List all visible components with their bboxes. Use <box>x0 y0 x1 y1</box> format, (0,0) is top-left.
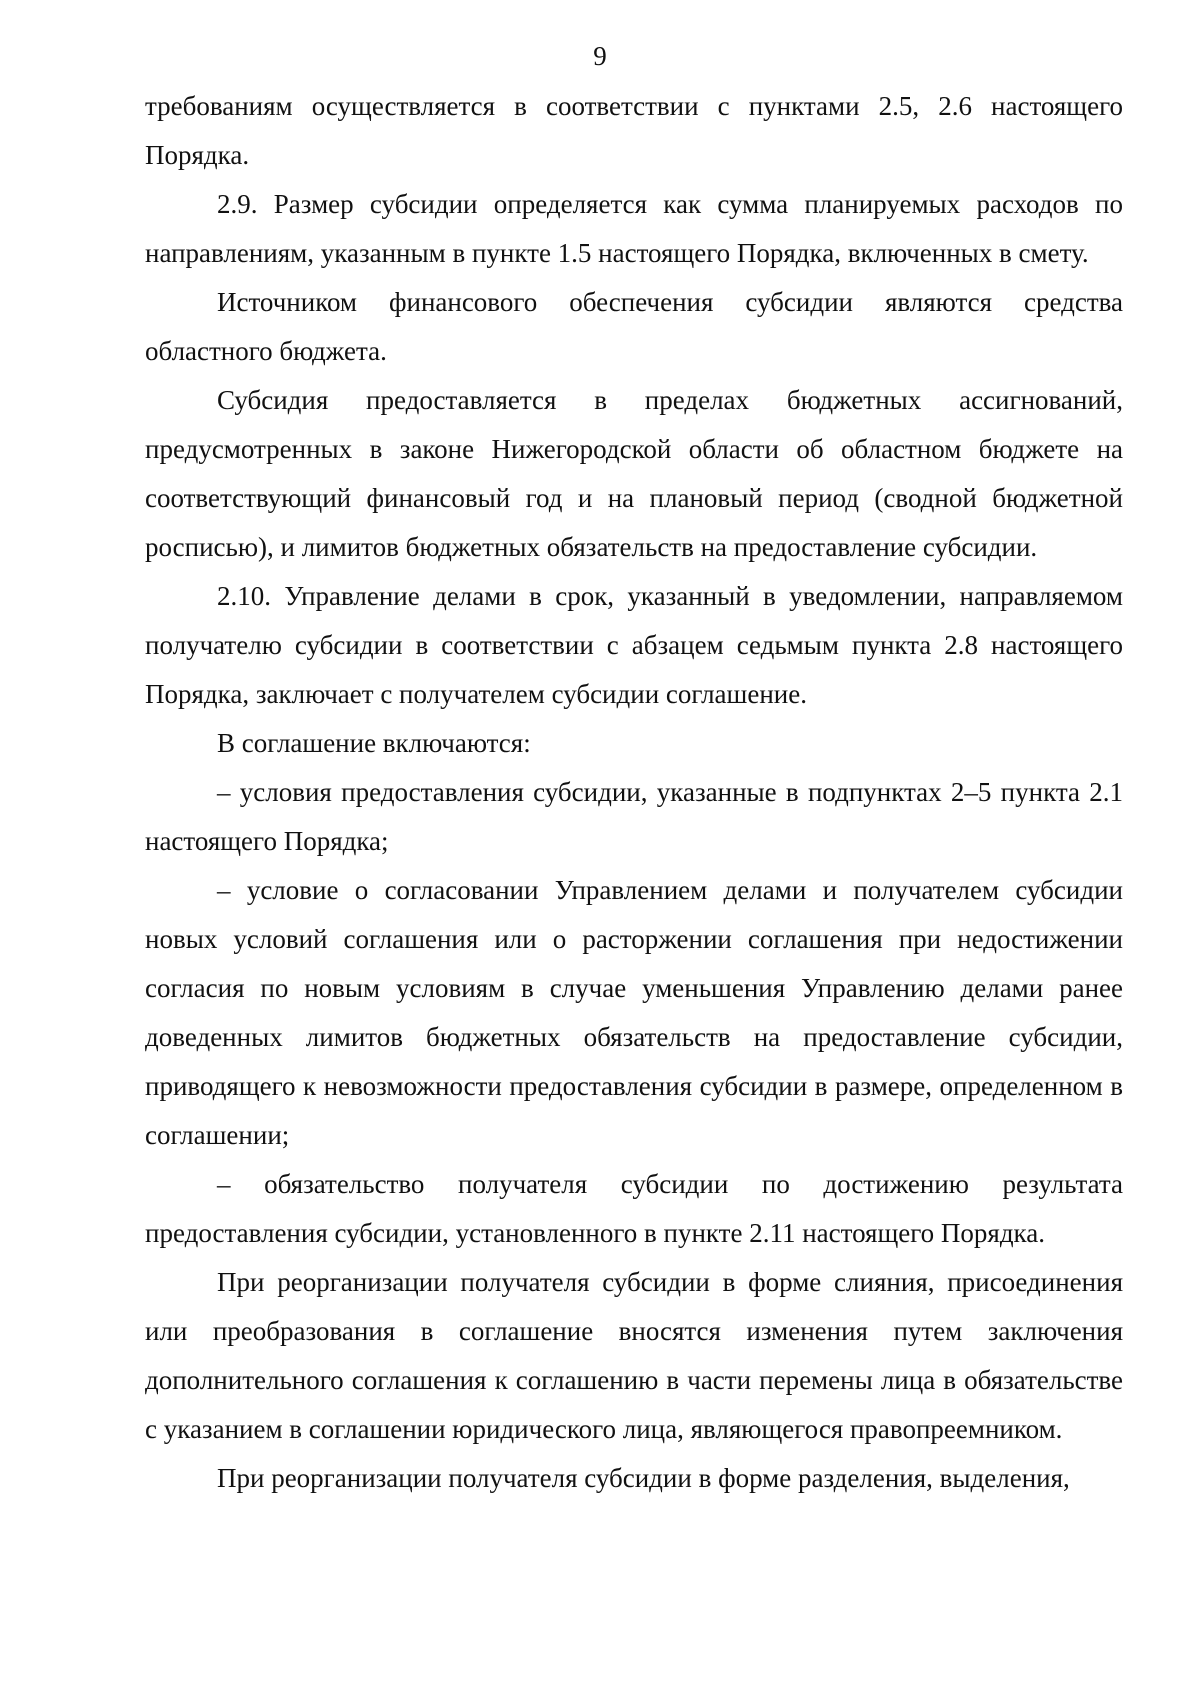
paragraph-2-10: 2.10. Управление делами в срок, указанный в уведомлении, направляемом получателю субсидии в соответствии с абзацем седьмым пункта 2.8 настоящего Порядка, заключает с получателем субсидии соглашение. <box>145 581 1123 709</box>
list-item-conditions: – условия предоставления субсидии, указанные в подпунктах 2–5 пункта 2.1 настоящего Порядка; <box>145 777 1123 856</box>
paragraph-reorganization-division: При реорганизации получателя субсидии в форме разделения, выделения, <box>217 1463 1070 1493</box>
paragraph-continuation: требованиям осуществляется в соответствии с пунктами 2.5, 2.6 настоящего Порядка. <box>145 91 1123 170</box>
list-item-obligation: – обязательство получателя субсидии по достижению результата предоставления субсидии, установленного в пункте 2.11 настоящего Порядка. <box>145 1169 1123 1248</box>
page-number: 9 <box>593 41 607 71</box>
document-body <box>145 82 1123 1503</box>
paragraph-subsidy-limits: Субсидия предоставляется в пределах бюджетных ассигнований, предусмотренных в законе Нижегородской области об областном бюджете на соответствующий финансовый год и на плановый период (сводной бюджетной росписью), и лимитов бюджетных обязательств на предоставление субсидии. <box>145 385 1123 562</box>
paragraph-funding-source: Источником финансового обеспечения субсидии являются средства областного бюджета. <box>145 287 1123 366</box>
list-item-agreement-terms: – условие о согласовании Управлением делами и получателем субсидии новых условий соглашения или о расторжении соглашения при недостижении согласия по новым условиям в случае уменьшения Управлению делами ранее доведенных лимитов бюджетных обязательств на предоставление субсидии, приводящего к невозможности предоставления субсидии в размере, определенном в соглашении; <box>145 875 1123 1150</box>
paragraph-reorganization-merger: При реорганизации получателя субсидии в форме слияния, присоединения или преобразования в соглашение вносятся изменения путем заключения дополнительного соглашения к соглашению в части перемены лица в обязательстве с указанием в соглашении юридического лица, являющегося правопреемником. <box>145 1267 1123 1444</box>
paragraph-2-9: 2.9. Размер субсидии определяется как сумма планируемых расходов по направлениям, указанным в пункте 1.5 настоящего Порядка, включенных в смету. <box>145 189 1123 268</box>
paragraph-agreement-includes: В соглашение включаются: <box>217 728 531 758</box>
